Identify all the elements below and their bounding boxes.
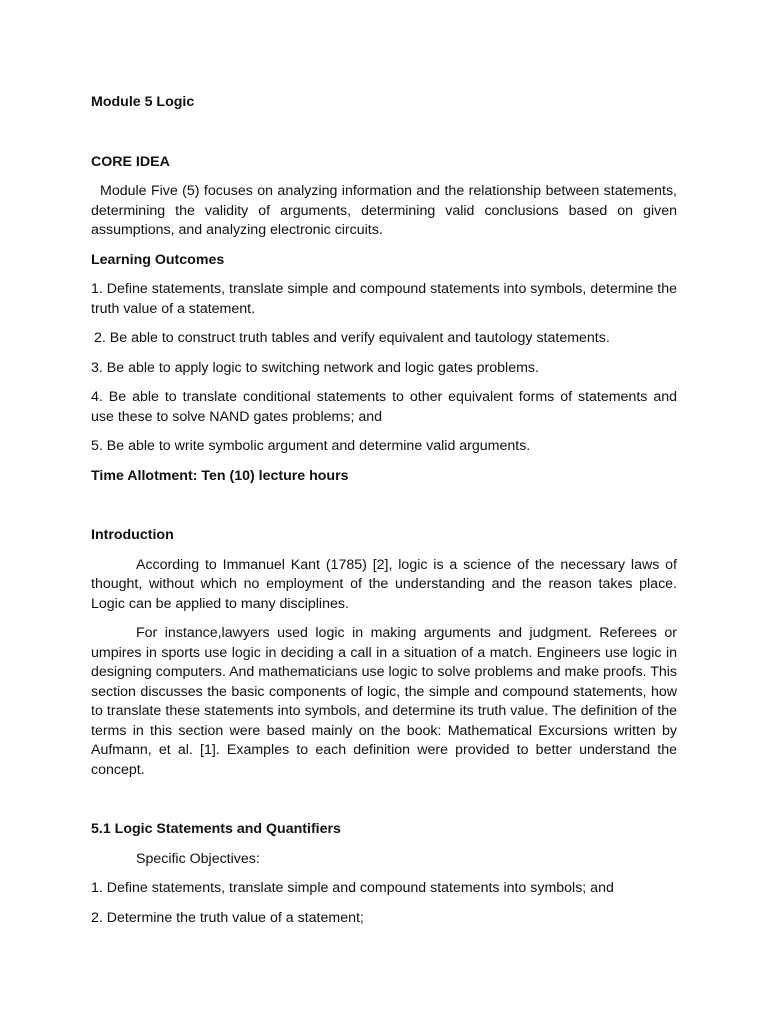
module-title: Module 5 Logic	[91, 94, 195, 110]
learning-outcome-item: 1. Define statements, translate simple and compound statements into symbols, determine the truth value of a statement.	[91, 281, 677, 317]
objective-item: 2. Determine the truth value of a statement;	[91, 909, 364, 926]
core-idea-text: Module Five (5) focuses on analyzing information and the relationship between statements, determining the validity of arguments, determining valid conclusions based on given assumptions, and analyzing electronic circuits.	[91, 183, 677, 238]
learning-outcome-item: 4. Be able to translate conditional statements to other equivalent forms of statements and use these to solve NAND gates problems; and	[91, 389, 677, 425]
learning-outcome-item: 5. Be able to write symbolic argument and determine valid arguments.	[91, 438, 531, 454]
section-5-1-heading: 5.1 Logic Statements and Quantifiers	[91, 821, 341, 837]
core-idea-heading: CORE IDEA	[91, 153, 170, 170]
learning-outcome-item: 2. Be able to construct truth tables and verify equivalent and tautology statements.	[94, 330, 610, 346]
introduction-paragraph: According to Immanuel Kant (1785) [2], logic is a science of the necessary laws of thought, without which no employment of the understanding and the reason takes place. Logic can be applied to many disciplines.	[91, 556, 677, 612]
specific-objectives-label: Specific Objectives:	[136, 850, 260, 867]
introduction-heading: Introduction	[91, 527, 174, 543]
introduction-paragraph: For instance,lawyers used logic in making arguments and judgment. Referees or umpires in sports use logic in deciding a call in a situation of a match. Engineers use logic in designing computers. And mathematicians use logic to solve problems and make proofs. This section discusses the basic components of logic, the simple and compound statements, how to translate these statements into symbols, and determine its truth value. The definition of the terms in this section were based mainly on the book: Mathematical Excursions written by Aufmann, et al. [1]. Examples to each definition were provided to better understand the concept.	[91, 625, 677, 778]
learning-outcomes-heading: Learning Outcomes	[91, 251, 225, 268]
objective-item: 1. Define statements, translate simple and compound statements into symbols; and	[91, 880, 614, 896]
time-allotment: Time Allotment: Ten (10) lecture hours	[91, 467, 349, 484]
learning-outcome-item: 3. Be able to apply logic to switching network and logic gates problems.	[91, 359, 539, 376]
